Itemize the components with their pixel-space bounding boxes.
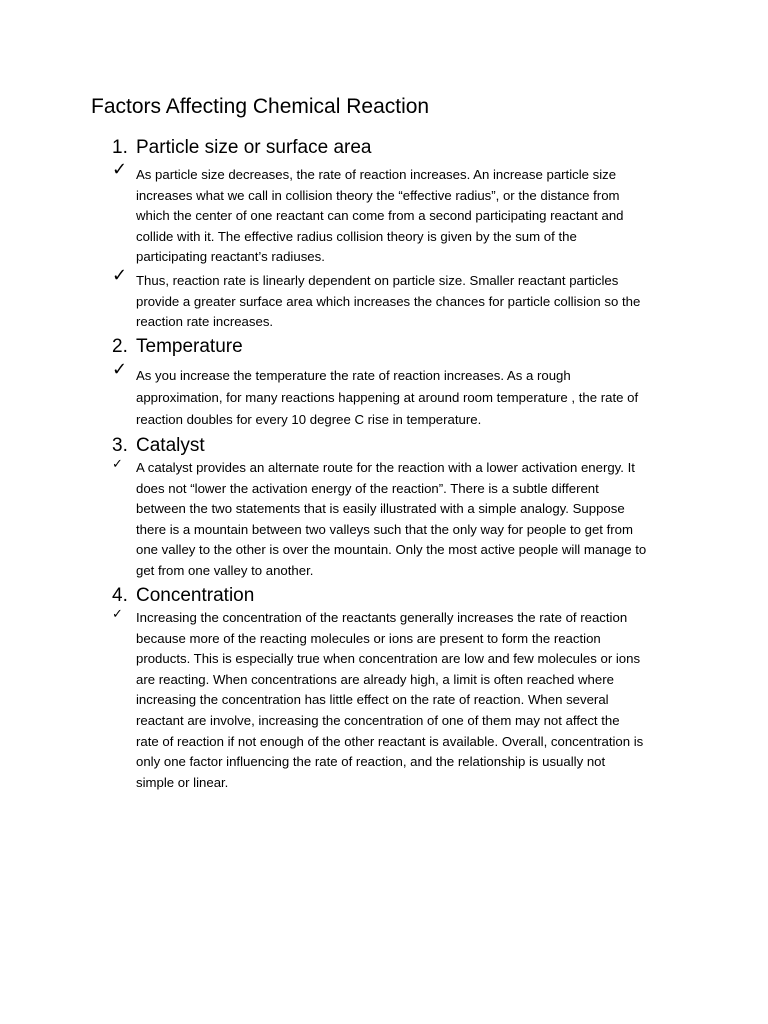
text-line: does not “lower the activation energy of the reaction”. There is a subtle different	[136, 480, 599, 496]
text-line: reactant are involve, increasing the concentration of one of them may not affect the	[136, 712, 620, 728]
text-line: which the center of one reactant can come from a second participating reactant and	[136, 208, 624, 224]
section-heading-text: Particle size or surface area	[136, 137, 372, 158]
document-title: Factors Affecting Chemical Reaction	[91, 95, 430, 118]
text-line: are reacting. When concentrations are already high, a limit is often reached where	[136, 671, 614, 687]
text-line: get from one valley to another.	[136, 562, 314, 578]
bullet-paragraph	[112, 271, 682, 333]
bullet-paragraph	[112, 458, 682, 582]
bullet-item	[112, 458, 682, 582]
text-line: approximation, for many reactions happening at around room temperature , the rate of	[136, 390, 639, 405]
text-line: only one factor influencing the rate of reaction, and the relationship is usually not	[136, 754, 606, 770]
bullet-paragraph	[112, 365, 682, 431]
check-mark-icon: ✓	[112, 607, 123, 622]
section-heading-text: Temperature	[136, 336, 243, 357]
text-line: collide with it. The effective radius collision theory is given by the sum of the	[136, 228, 577, 244]
check-mark-icon: ✓	[112, 265, 128, 286]
section-heading-text: Catalyst	[136, 435, 205, 456]
check-mark-icon: ✓	[112, 159, 128, 180]
section-heading-temperature	[112, 335, 243, 359]
text-line: participating reactant’s radiuses.	[136, 249, 325, 265]
section-number: 4.	[112, 585, 128, 606]
section-heading-catalyst	[112, 434, 205, 458]
section-heading-text: Concentration	[136, 585, 255, 606]
text-line: Increasing the concentration of the reactants generally increases the rate of reaction	[136, 610, 628, 625]
text-line: reaction rate increases.	[136, 314, 274, 330]
text-line: As you increase the temperature the rate of reaction increases. As a rough	[136, 368, 571, 383]
text-line: increases what we call in collision theory the “effective radius”, or the distance from	[136, 187, 620, 203]
text-line: provide a greater surface area which increases the chances for particle collision so the	[136, 293, 641, 309]
text-line: increasing the concentration has little effect on the rate of reaction. When several	[136, 692, 609, 708]
text-line: there is a mountain between two valleys such that the only way for people to get from	[136, 521, 634, 537]
text-line: As particle size decreases, the rate of reaction increases. An increase particle size	[136, 167, 617, 182]
section-heading-concentration	[112, 584, 254, 608]
section-heading-particle-size	[112, 136, 372, 160]
section-number: 3.	[112, 435, 128, 456]
text-line: products. This is especially true when concentration are low and few molecules or ions	[136, 651, 641, 667]
bullet-paragraph	[112, 608, 682, 793]
text-line: simple or linear.	[136, 774, 229, 790]
bullet-item	[112, 265, 682, 333]
text-line: one valley to the other is over the mountain. Only the most active people will manage to	[136, 542, 647, 558]
text-line: because more of the reacting molecules or ions are present to form the reaction	[136, 630, 601, 646]
text-line: between the two statements that is easily illustrated with a simple analogy. Suppose	[136, 501, 625, 517]
bullet-item	[112, 159, 682, 268]
section-number: 1.	[112, 137, 128, 158]
section-number: 2.	[112, 336, 128, 357]
check-mark-icon: ✓	[112, 359, 128, 380]
bullet-paragraph	[112, 165, 682, 268]
text-line: A catalyst provides an alternate route for the reaction with a lower activation energy. It	[136, 460, 635, 475]
text-line: rate of reaction if not enough of the other reactant is available. Overall, concentration is	[136, 733, 644, 749]
check-mark-icon: ✓	[112, 457, 123, 472]
bullet-item	[112, 608, 682, 793]
text-line: Thus, reaction rate is linearly dependent on particle size. Smaller reactant particles	[136, 273, 619, 288]
bullet-item	[112, 359, 682, 431]
text-line: reaction doubles for every 10 degree C rise in temperature.	[136, 412, 482, 427]
